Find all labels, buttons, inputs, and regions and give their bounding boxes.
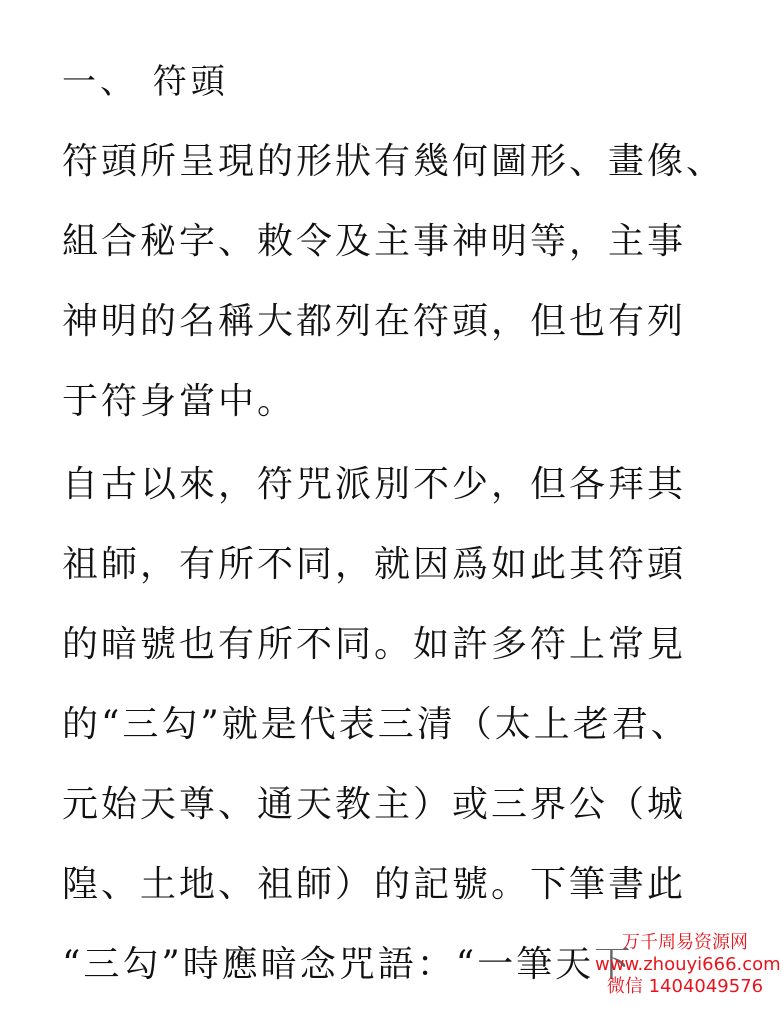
watermark	[595, 932, 781, 998]
watermark-site-name: 万千周易资源网	[622, 932, 748, 953]
body-line-9: 元始天尊、通天教主）或三界公（城	[62, 784, 687, 825]
body-line-1: 符頭所呈現的形狀有幾何圖形、畫像、	[62, 141, 726, 182]
watermark-contact: 微信 1404049576	[606, 976, 764, 997]
body-line-7: 的暗號也有所不同。如許多符上常見	[62, 624, 687, 665]
watermark-url: www.zhouyi666.com	[595, 954, 781, 975]
section-heading: 一、 符頭	[62, 62, 229, 102]
body-line-11: “三勾”時應暗念咒語：“一筆天下	[62, 944, 634, 985]
body-line-10: 隍、土地、祖師）的記號。下筆書此	[62, 864, 687, 905]
body-line-2: 組合秘字、敕令及主事神明等，主事	[62, 221, 687, 262]
body-line-6: 祖師，有所不同，就因爲如此其符頭	[62, 544, 687, 585]
body-line-4: 于符身當中。	[62, 381, 297, 422]
body-line-8: 的“三勾”就是代表三清（太上老君、	[62, 704, 690, 745]
body-line-3: 神明的名稱大都列在符頭，但也有列	[62, 301, 687, 342]
body-line-5: 自古以來，符咒派別不少，但各拜其	[62, 464, 687, 505]
